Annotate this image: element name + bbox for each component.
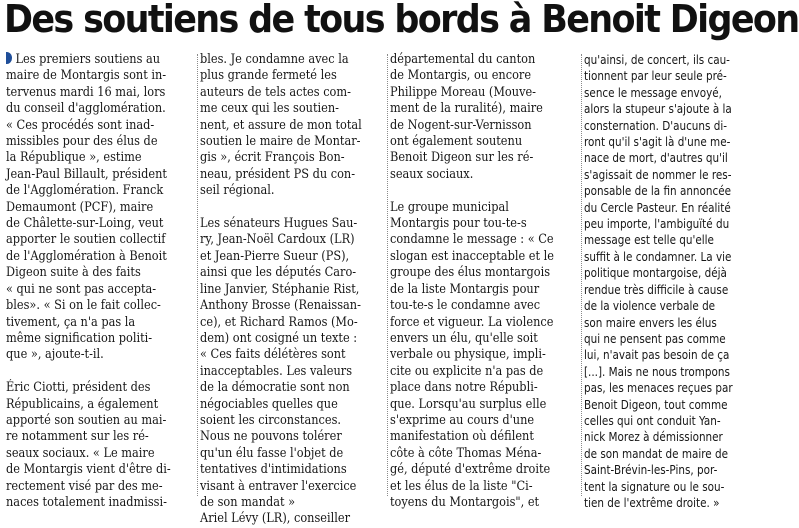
text-line: tou-te-s le condamne avec <box>390 298 541 314</box>
text-line: naces totalement inadmissi- <box>6 494 167 510</box>
text-line: seaux sociaux. « Le maire <box>6 445 155 461</box>
article-column-2 <box>200 52 390 527</box>
text-line: inacceptables. Les valeurs <box>200 363 353 379</box>
text-line: Le groupe municipal <box>390 199 509 215</box>
text-line: qu'un élu fasse l'objet de <box>200 445 344 461</box>
text-line: consternation. D'aucuns di- <box>584 117 727 133</box>
text-line: nace de mort, d'autres qu'il <box>584 150 728 166</box>
text-line: [...]. Mais ne nous trompons <box>584 363 730 379</box>
text-line: peu importe, l'ambiguïté du <box>584 216 730 232</box>
text-line: ainsi que les députés Caro- <box>200 265 357 281</box>
text-line: place dans notre Républi- <box>390 380 538 396</box>
text-line: cite ou explicite n'a pas de <box>390 363 544 379</box>
text-line: Benoit Digeon, tout comme <box>584 396 728 412</box>
text-line: s'exprime au cours d'une <box>390 412 535 428</box>
article-column-3 <box>390 52 580 510</box>
text-line: Les sénateurs Hugues Sau- <box>200 216 358 232</box>
text-line: neau, président PS du con- <box>200 166 356 182</box>
text-line: gé, député d'extrême droite <box>390 462 551 478</box>
text-line: maire de Montargis sont in- <box>6 68 167 84</box>
text-line: « Ces faits délétères sont <box>200 347 346 363</box>
text-line: seil régional. <box>200 183 275 199</box>
text-line: départemental du canton <box>390 52 536 67</box>
text-line: tionnent par leur seule pré- <box>584 68 727 84</box>
headline: Des soutiens de tous bords à Benoit Digeon <box>4 0 799 41</box>
text-line: tivement, ça n'a pas la <box>6 314 136 330</box>
text-line: Ariel Lévy (LR), conseiller <box>200 511 351 527</box>
text-line: gis », écrit François Bon- <box>200 150 345 166</box>
text-line: re notamment sur les ré- <box>6 429 149 445</box>
text-line: nick Morez à démissionner <box>584 429 723 445</box>
text-line <box>6 364 169 380</box>
text-line-content: Les premiers soutiens au <box>15 52 161 67</box>
text-line: tentatives d'intimidations <box>200 462 347 478</box>
text-line: me ceux qui les soutien- <box>200 101 339 117</box>
text-line: Benoit Digeon sur les ré- <box>390 150 534 166</box>
text-line: seaux sociaux. <box>390 166 474 182</box>
text-line: envers un élu, qu'elle soit <box>390 330 538 346</box>
text-line: négociables quelles que <box>200 396 338 412</box>
text-line: de la violence verbale de <box>584 298 716 314</box>
text-line: alors la stupeur s'ajoute à la <box>584 101 732 117</box>
text-line: dem) ont cosigné un texte : <box>200 330 358 346</box>
text-line: Saint-Brévin-les-Pins, por- <box>584 462 718 478</box>
text-line: de la démocratie sont non <box>200 380 350 396</box>
column-rule <box>197 54 199 496</box>
text-line: tent la signature ou le sou- <box>584 478 725 494</box>
text-line: apporter le soutien collectif <box>6 232 166 248</box>
text-line: Éric Ciotti, président des <box>6 380 151 396</box>
text-line: ry, Jean-Noël Cardoux (LR) <box>200 232 355 248</box>
text-line: suffit à le condamner. La vie <box>584 248 732 264</box>
text-line: message est telle qu'elle <box>584 232 714 248</box>
text-line: force et vigueur. La violence <box>390 314 554 330</box>
text-line: que », ajoute-t-il. <box>6 347 104 363</box>
text-line: politique montargoise, déjà <box>584 265 727 281</box>
text-line: et les élus de la liste "Ci- <box>390 478 533 494</box>
text-line: de Montargis vient d'être di- <box>6 462 171 478</box>
text-line: de son mandat » <box>200 494 296 510</box>
text-line <box>6 52 169 68</box>
text-line: rendue très difficile à cause <box>584 281 729 297</box>
text-line: du conseil d'agglomération. <box>6 101 166 117</box>
text-line: verbale ou physique, impli- <box>390 347 546 363</box>
text-line: de son mandat de maire de <box>584 445 729 461</box>
text-line: Républicains, a également <box>6 396 159 412</box>
text-line: son maire envers les élus <box>584 314 717 330</box>
text-line: s'agissait de nommer le res- <box>584 166 732 182</box>
text-line <box>200 200 363 216</box>
text-line: Digeon suite à des faits <box>6 265 141 281</box>
text-line: Jean-Paul Billault, président <box>6 166 167 182</box>
text-line: Nous ne pouvons tolérer <box>200 429 342 445</box>
text-line: du Cercle Pasteur. En réalité <box>584 199 731 215</box>
paragraph-marker-icon <box>6 52 12 64</box>
text-line: Anthony Brosse (Renaissan- <box>200 298 361 314</box>
text-line: slogan est inacceptable et le <box>390 248 555 264</box>
text-line: ment de la ruralité), maire <box>390 101 543 117</box>
text-line: qu'ainsi, de concert, ils cau- <box>584 52 730 67</box>
text-line: apporté son soutien au mai- <box>6 412 167 428</box>
text-line: côte à côte Thomas Ména- <box>390 445 542 461</box>
text-line: ce), et Richard Ramos (Mo- <box>200 314 358 330</box>
text-line: lui, n'avait pas besoin de ça <box>584 347 730 363</box>
text-line: visant à entraver l'exercice <box>200 478 357 494</box>
text-line: auteurs de tels actes com- <box>200 84 351 100</box>
text-line: de Nogent-sur-Vernisson <box>390 117 532 133</box>
text-line: celles qui ont conduit Yan- <box>584 412 721 428</box>
text-line: groupe des élus montargois <box>390 265 551 281</box>
text-line: rectement visé par des me- <box>6 478 163 494</box>
text-line: tien de l'extrême droite. » <box>584 494 720 510</box>
text-line: Montargis pour tou-te-s <box>390 216 527 232</box>
text-line: soutien le maire de Montar- <box>200 134 361 150</box>
text-line: ponsable de la fin annoncée <box>584 183 732 199</box>
text-line: sence le message envoyé, <box>584 84 722 100</box>
text-line: qui ne pensent pas comme <box>584 330 726 346</box>
text-line: nent, et assure de mon total <box>200 117 362 133</box>
text-line: de l'Agglomération. Franck <box>6 183 164 199</box>
text-line: plus grande fermeté les <box>200 68 337 84</box>
text-line: de l'Agglomération à Benoit <box>6 248 167 264</box>
text-line: de Montargis, ou encore <box>390 68 532 84</box>
text-line: missibles pour des élus de <box>6 134 158 150</box>
text-line: « Ces procédés sont inad- <box>6 117 155 133</box>
text-line: tervenus mardi 16 mai, lors <box>6 84 166 100</box>
text-line: de Châlette-sur-Loing, veut <box>6 216 164 232</box>
article-column-4 <box>584 52 774 510</box>
text-line: la République », estime <box>6 150 142 166</box>
article-column-1 <box>6 52 196 510</box>
text-line: condamne le message : « Ce <box>390 232 554 248</box>
text-line: « qui ne sont pas accepta- <box>6 281 157 297</box>
text-line: Demaumont (PCF), maire <box>6 199 154 215</box>
text-line: ront qu'il s'agit là d'une me- <box>584 134 731 150</box>
text-line: de la liste Montargis pour <box>390 281 540 297</box>
text-line: manifestation où défilent <box>390 429 534 445</box>
text-line: pas, les menaces reçues par <box>584 380 733 396</box>
text-line: même signification politi- <box>6 330 153 346</box>
text-line: Philippe Moreau (Mouve- <box>390 84 537 100</box>
text-line: soient les circonstances. <box>200 412 342 428</box>
text-line: toyens du Montargois", et <box>390 494 540 510</box>
text-line <box>390 183 553 199</box>
column-rule <box>581 54 583 496</box>
text-line: bles». « Si on le fait collec- <box>6 298 161 314</box>
text-line: line Janvier, Stéphanie Rist, <box>200 281 360 297</box>
text-line: et Jean-Pierre Sueur (PS), <box>200 248 350 264</box>
text-line: ont également soutenu <box>390 134 523 150</box>
text-line: que. Lorsqu'au surplus elle <box>390 396 547 412</box>
text-line: bles. Je condamne avec la <box>200 52 349 67</box>
